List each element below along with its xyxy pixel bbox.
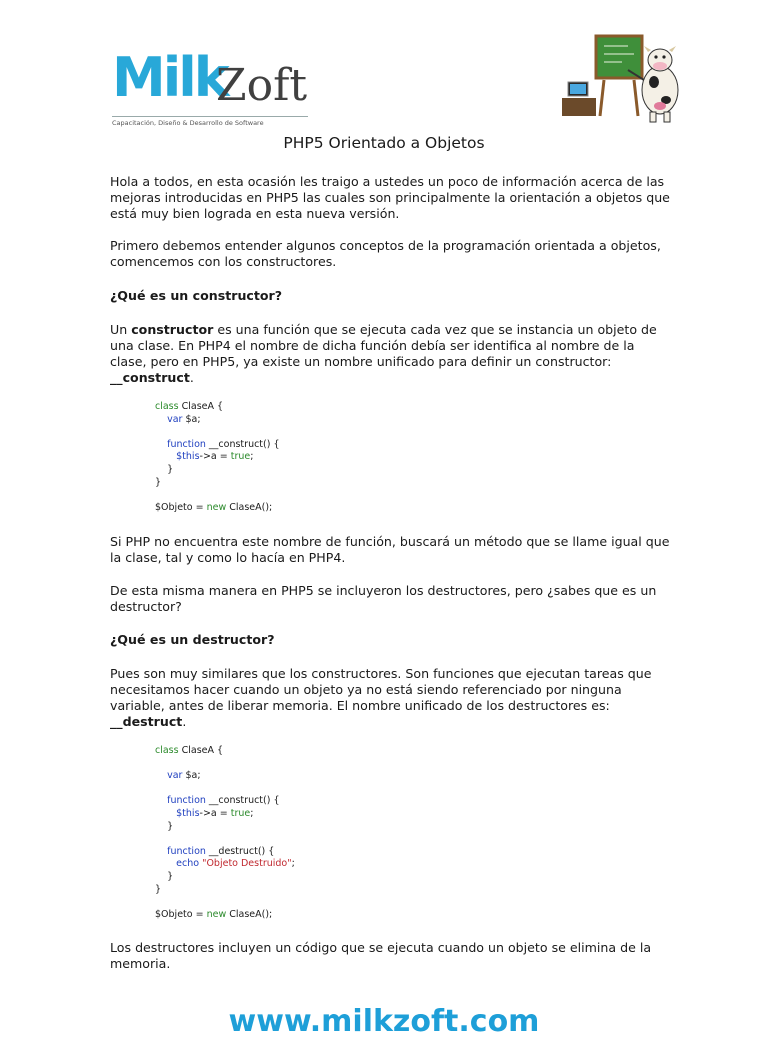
code-literal: true [230, 451, 251, 463]
destructor-text: Pues son muy similares que los constructores. Son funciones que ejecutan tareas que necesitamos hacer cuando un objeto ya no está siendo referenciado por ninguna variable, antes de liberar memoria. El nombre unificado de los destructores es: [110, 666, 652, 713]
code-variable: $this [176, 807, 200, 819]
destructores-intro-paragraph: De esta misma manera en PHP5 se incluyeron los destructores, pero ¿sabes que es un destructor? [110, 583, 657, 614]
code-text: $a; [182, 770, 201, 782]
destructor-keyword: __destruct [110, 714, 183, 729]
logo-word: Zoft [216, 60, 308, 111]
code-text: } [155, 883, 162, 895]
code-keyword: new [206, 501, 227, 513]
code-text: } [167, 463, 174, 475]
destructor-paragraph [110, 666, 670, 730]
after-code-paragraph: Si PHP no encuentra este nombre de función, buscará un método que se llame igual que la clase, tal y como lo hacía en PHP4. [110, 534, 670, 565]
code-keyword: function [167, 845, 206, 857]
code-block-destructor [155, 745, 295, 921]
intro-paragraph-2: Primero debemos entender algunos conceptos de la programación orientada a objetos, comencemos con los constructores. [110, 238, 661, 269]
code-text: ->a = [199, 807, 231, 819]
code-keyword: new [206, 908, 227, 920]
code-string: "Objeto Destruido" [202, 858, 292, 870]
code-text: $Objeto = [155, 501, 207, 513]
code-text: } [155, 476, 162, 488]
code-keyword: function [167, 795, 206, 807]
closing-paragraph: Los destructores incluyen un código que se ejecuta cuando un objeto se elimina de la memoria. [110, 940, 652, 971]
constructor-text-pre: Un [110, 322, 132, 337]
destructor-text-end: . [182, 714, 187, 729]
code-text: ; [250, 451, 254, 463]
constructor-paragraph [110, 322, 670, 386]
constructor-text-end: . [189, 370, 194, 385]
heading-destructor: ¿Qué es un destructor? [110, 632, 275, 647]
constructor-text-mid: es una función que se ejecuta cada vez que se instancia un objeto de una clase. En PHP4 el nombre de dicha función debía ser identifica al nombre de la clase, pero en PHP5, ya existe un nombre unificado para definir un constructor: [110, 322, 657, 369]
code-keyword: echo [176, 858, 200, 870]
code-text: ClaseA { [178, 401, 224, 412]
document-title: PHP5 Orientado a Objetos [283, 134, 485, 152]
milkzoft-logo [112, 44, 312, 134]
code-text: $a; [182, 413, 201, 425]
code-text: } [167, 820, 174, 832]
heading-constructor: ¿Qué es un constructor? [110, 288, 283, 303]
code-variable: $this [176, 451, 200, 463]
constructor-term: constructor [131, 322, 214, 337]
code-keyword: var [167, 413, 183, 425]
code-text: ClaseA(); [226, 908, 273, 920]
code-text: ClaseA { [178, 745, 224, 756]
code-keyword: function [167, 438, 206, 450]
logo-mark: Milk [112, 46, 227, 109]
code-text: __construct() { [205, 438, 280, 450]
code-text: ; [291, 858, 295, 870]
intro-paragraph-1: Hola a todos, en esta ocasión les traigo a ustedes un poco de información acerca de las mejoras introducidas en PHP5 las cuales son principalmente la orientación a objetos que está muy bien lograda en esta nueva versión. [110, 174, 670, 221]
code-text: __destruct() { [205, 845, 275, 857]
cow-chalkboard-illustration [556, 30, 688, 126]
constructor-keyword: __construct [110, 370, 190, 385]
code-block-constructor [155, 401, 280, 514]
code-text: ClaseA(); [226, 501, 273, 513]
code-literal: true [230, 807, 251, 819]
logo-tagline: Capacitación, Diseño & Desarrollo de Software [112, 116, 308, 127]
code-text: ->a = [199, 451, 231, 463]
code-keyword: class [155, 401, 179, 412]
code-text: $Objeto = [155, 908, 207, 920]
code-text: ; [250, 807, 254, 819]
code-text: } [167, 870, 174, 882]
footer-website-link[interactable]: www.milkzoft.com [228, 1004, 540, 1039]
code-keyword: class [155, 745, 179, 756]
code-keyword: var [167, 770, 183, 782]
code-text: __construct() { [205, 795, 280, 807]
